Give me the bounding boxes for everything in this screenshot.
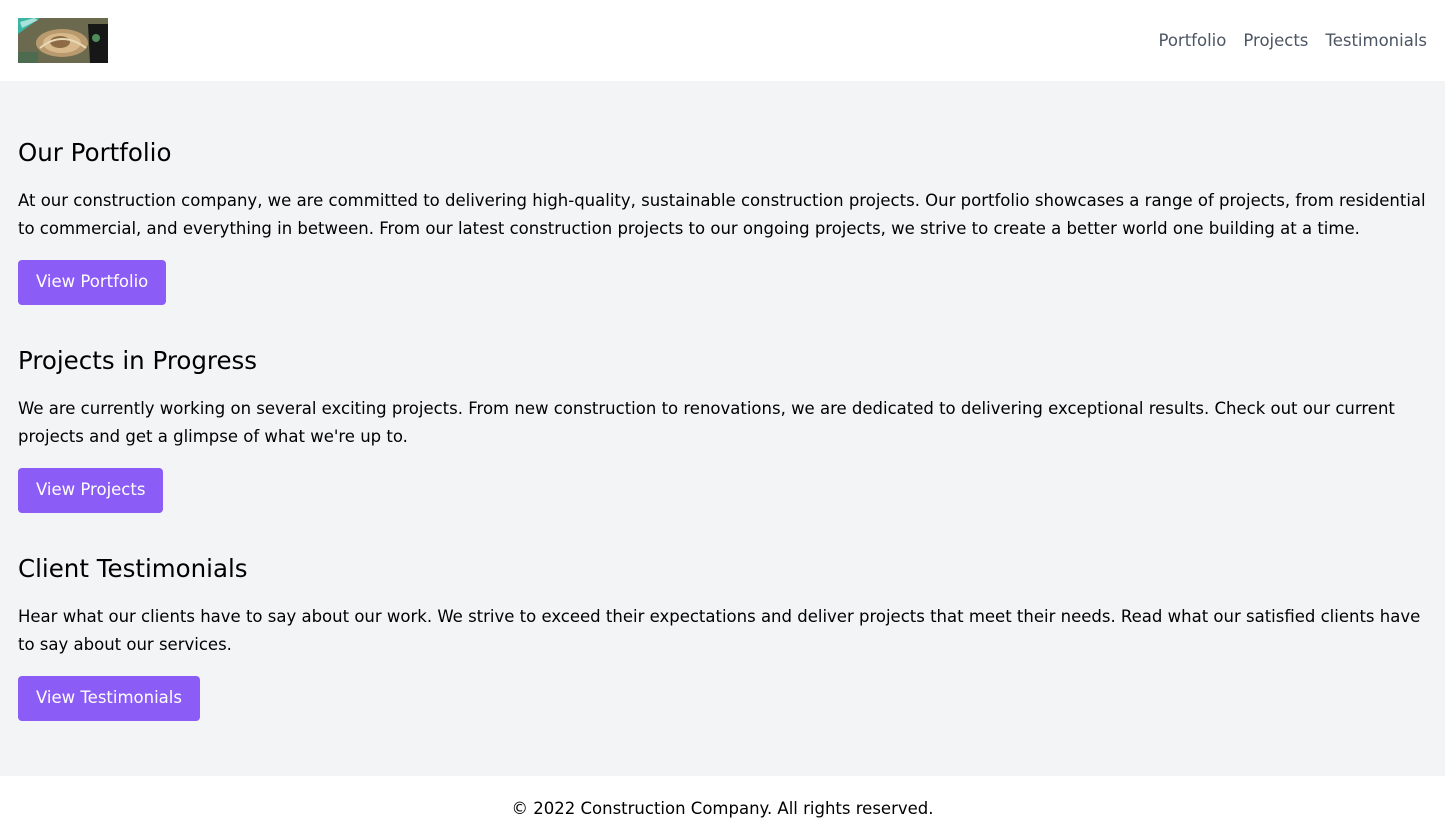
- copyright-text: © 2022 Construction Company. All rights reserved.: [511, 798, 934, 818]
- nav-link-testimonials[interactable]: Testimonials: [1325, 30, 1427, 50]
- section-title-projects: Projects in Progress: [18, 346, 258, 375]
- logo-link[interactable]: [18, 18, 108, 63]
- section-title-testimonials: Client Testimonials: [18, 554, 248, 583]
- nav-link-projects[interactable]: Projects: [1243, 30, 1309, 50]
- view-testimonials-button[interactable]: View Testimonials: [18, 676, 200, 721]
- portfolio-section: [18, 137, 1427, 305]
- view-portfolio-button[interactable]: View Portfolio: [18, 260, 166, 305]
- section-title-portfolio: Our Portfolio: [18, 138, 172, 167]
- section-text-testimonials: Hear what our clients have to say about our work. We strive to exceed their expectations and deliver projects that meet their needs. Read what our satisfied clients have to say about our services.: [18, 607, 1421, 654]
- site-footer: [0, 776, 1445, 840]
- main-nav: [1158, 29, 1427, 53]
- projects-section: [18, 345, 1427, 513]
- logo-image: [18, 18, 108, 63]
- site-header: [0, 0, 1445, 81]
- section-text-projects: We are currently working on several exciting projects. From new construction to renovations, we are dedicated to delivering exceptional results. Check out our current projects and get a glimpse of what we're up to.: [18, 399, 1395, 446]
- section-text-portfolio: At our construction company, we are committed to delivering high-quality, sustainable construction projects. Our portfolio showcases a range of projects, from residential to commercial, and everything in between. From our latest construction projects to our ongoing projects, we strive to create a better world one building at a time.: [18, 191, 1426, 238]
- testimonials-section: [18, 553, 1427, 721]
- view-projects-button[interactable]: View Projects: [18, 468, 163, 513]
- nav-link-portfolio[interactable]: Portfolio: [1158, 30, 1227, 50]
- main-content: [0, 81, 1445, 776]
